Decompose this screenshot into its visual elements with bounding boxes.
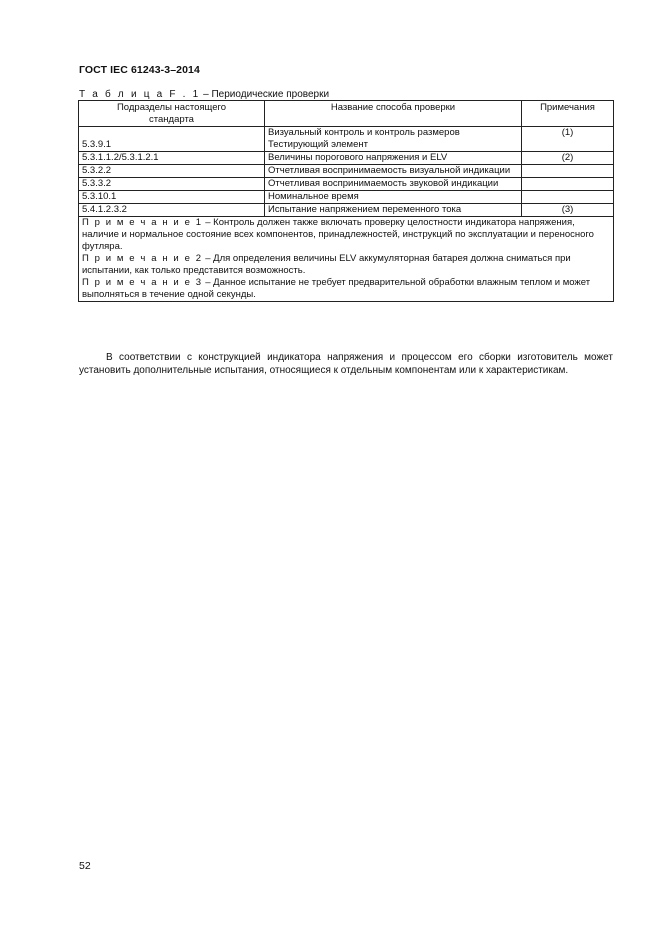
table-notes — [79, 217, 614, 302]
periodic-checks-table — [78, 100, 614, 302]
header-notes: Примечания — [522, 101, 614, 127]
table-caption — [79, 89, 329, 100]
page-number: 52 — [79, 860, 91, 872]
note-text: – Для определения величины ELV аккумуляторная батарея должна сниматься при испытании, как только представится возможность. — [82, 253, 571, 276]
table-row — [79, 178, 614, 191]
row-method: Отчетливая воспринимаемость визуальной индикации — [265, 165, 522, 178]
row-section: 5.3.1.1.2/5.3.1.2.1 — [79, 152, 265, 165]
row-note: (3) — [522, 204, 614, 217]
row-section: 5.3.3.2 — [79, 178, 265, 191]
note-label: П р и м е ч а н и е 2 — [82, 253, 203, 264]
row-method-line: Визуальный контроль и контроль размеров Тестирующий элемент — [268, 127, 460, 150]
row-note — [522, 165, 614, 178]
row-note — [522, 191, 614, 204]
row-method — [265, 127, 522, 152]
row-note: (2) — [522, 152, 614, 165]
table-note — [82, 277, 610, 301]
row-note — [522, 178, 614, 191]
note-label: П р и м е ч а н и е 1 — [82, 217, 203, 228]
table-row — [79, 204, 614, 217]
row-method: Отчетливая воспринимаемость звуковой индикации — [265, 178, 522, 191]
row-section: 5.3.10.1 — [79, 191, 265, 204]
header-sections: Подразделы настоящего стандарта — [79, 101, 265, 127]
row-section: 5.3.2.2 — [79, 165, 265, 178]
row-method: Величины порогового напряжения и ELV — [265, 152, 522, 165]
table-caption-title: – Периодические проверки — [200, 89, 330, 100]
document-header: ГОСТ IEC 61243-3–2014 — [79, 64, 200, 76]
table-row — [79, 127, 614, 152]
header-method: Название способа проверки — [265, 101, 522, 127]
table-notes-row — [79, 217, 614, 302]
table-row — [79, 165, 614, 178]
table-note — [82, 253, 610, 277]
row-note: (1) — [522, 127, 614, 152]
row-section: 5.3.9.1 — [79, 127, 265, 152]
row-method: Номинальное время — [265, 191, 522, 204]
table-note — [82, 217, 610, 253]
table-header-row — [79, 101, 614, 127]
body-paragraph: В соответствии с конструкцией индикатора напряжения и процессом его сборки изготовитель может установить дополнительные испытания, относящиеся к отдельным компонентам или к характеристикам. — [79, 352, 613, 376]
table-caption-label: Т а б л и ц а F . 1 — [79, 89, 201, 100]
note-text: – Данное испытание не требует предварительной обработки влажным теплом и может выполняться в течение одной секунды. — [82, 277, 591, 300]
row-section: 5.4.1.2.3.2 — [79, 204, 265, 217]
row-method: Испытание напряжением переменного тока — [265, 204, 522, 217]
table-row — [79, 191, 614, 204]
table-row — [79, 152, 614, 165]
note-label: П р и м е ч а н и е 3 — [82, 277, 203, 288]
note-text: – Контроль должен также включать проверку целостности индикатора напряжения, наличие и нормальное состояние всех компонентов, принадлежностей, инструкций по эксплуатации и переносного футляра. — [82, 217, 594, 252]
